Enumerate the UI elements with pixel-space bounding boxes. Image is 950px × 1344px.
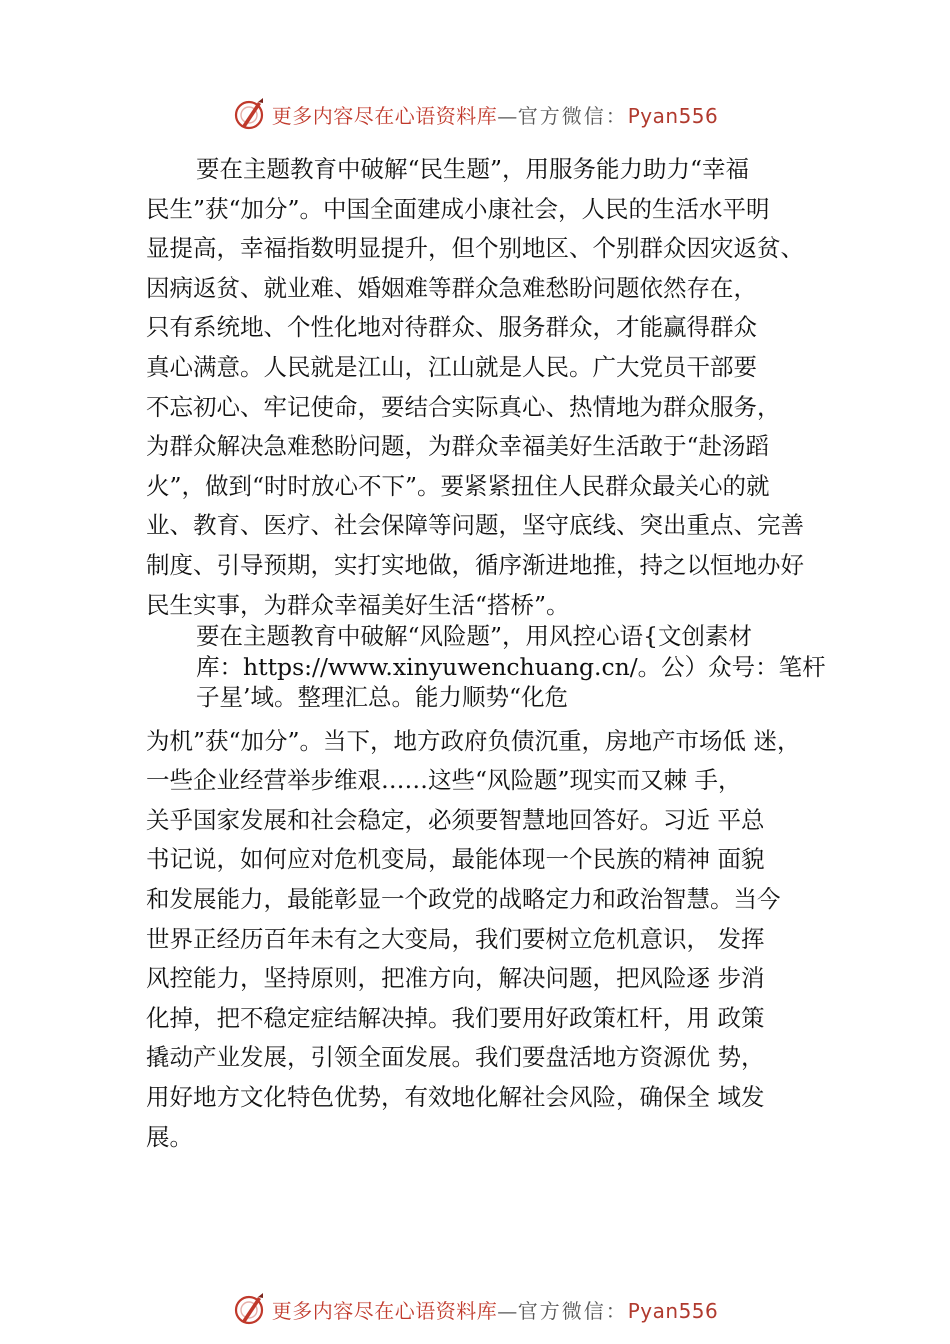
banner-dash: — (497, 103, 518, 128)
text-line: 一些企业经营举步维艰……这些“风险题”现实而又棘 手， (146, 766, 742, 795)
text-line: 不忘初心、牢记使命，要结合实际真心、热情地为群众服务， (146, 392, 781, 421)
text-line: 业、教育、医疗、社会保障等问题，坚守底线、突出重点、完善 (146, 511, 804, 540)
text-line: 为机”获“加分”。当下，地方政府负债沉重，房地产市场低 迷， (146, 726, 801, 755)
text-line: 要在主题教育中破解“民生题”，用服务能力助力“幸福 (196, 155, 750, 183)
text-line: 关乎国家发展和社会稳定，必须要智慧地回答好。习近 平总 (146, 805, 765, 834)
header-banner (0, 94, 950, 134)
text-line: 展。 (146, 1122, 193, 1151)
banner-wechat-account: Pyan556 (627, 103, 719, 128)
banner-dash: — (497, 1298, 518, 1323)
text-line: 撬动产业发展，引领全面发展。我们要盘活地方资源优 势， (146, 1043, 765, 1072)
text-line: 化掉，把不稳定症结解决掉。我们要用好政策杠杆，用 政策 (146, 1003, 765, 1032)
banner-wechat-label: 官方微信： (517, 103, 628, 128)
banner-site-name: 更多内容尽在心语资料库 (271, 1298, 498, 1323)
document-body (146, 150, 836, 1157)
footer-banner-text (272, 1295, 719, 1324)
text-line: 显提高，幸福指数明显提升，但个别地区、个别群众因灾返贫、 (146, 234, 804, 263)
text-line: 和发展能力，最能彰显一个政党的战略定力和政治智慧。当今 (146, 885, 781, 913)
paragraph-risk-body (146, 722, 836, 1158)
text-line: 要在主题教育中破解“风险题”，用风控心语{文创素材 (196, 622, 752, 651)
text-line: 用好地方文化特色优势，有效地化解社会风险，确保全 域发 (146, 1082, 765, 1111)
text-line: 库：https://www.xinyuwenchuang.cn/。公）众号：笔杆 (196, 652, 826, 681)
banner-site-name: 更多内容尽在心语资料库 (271, 103, 498, 128)
paragraph-gap (146, 713, 836, 722)
text-line: 为群众解决急难愁盼问题，为群众幸福美好生活敢于“赴汤蹈 (146, 432, 770, 461)
brush-logo-icon (232, 1291, 268, 1327)
paragraph-livelihood (146, 150, 836, 625)
text-line: 只有系统地、个性化地对待群众、服务群众，才能赢得群众 (146, 313, 757, 342)
text-line: 民生实事，为群众幸福美好生活“搭桥”。 (146, 590, 570, 619)
text-line: 书记说，如何应对危机变局，最能体现一个民族的精神 面貌 (146, 845, 765, 874)
header-banner-text (272, 100, 719, 129)
text-line: 火”，做到“时时放心不下”。要紧紧扭住人民群众最关心的就 (146, 471, 770, 500)
footer-banner (0, 1289, 950, 1329)
text-line: 真心满意。人民就是江山，江山就是人民。广大党员干部要 (146, 352, 757, 381)
text-line: 制度、引导预期，实打实地做，循序渐进地推，持之以恒地办好 (146, 550, 804, 579)
text-line: 子星’域。整理汇总。能力顺势“化危 (196, 683, 568, 712)
text-line: 民生”获“加分”。中国全面建成小康社会，人民的生活水平明 (146, 194, 770, 223)
text-line: 因病返贫、就业难、婚姻难等群众急难愁盼问题依然存在， (146, 273, 757, 302)
paragraph-risk-intro (146, 621, 836, 713)
banner-wechat-account: Pyan556 (627, 1298, 719, 1323)
text-line: 世界正经历百年未有之大变局，我们要树立危机意识， 发挥 (146, 924, 765, 953)
text-line: 风控能力，坚持原则，把准方向，解决问题，把风险逐 步消 (146, 964, 765, 993)
brush-logo-icon (232, 96, 268, 132)
banner-wechat-label: 官方微信： (517, 1298, 628, 1323)
